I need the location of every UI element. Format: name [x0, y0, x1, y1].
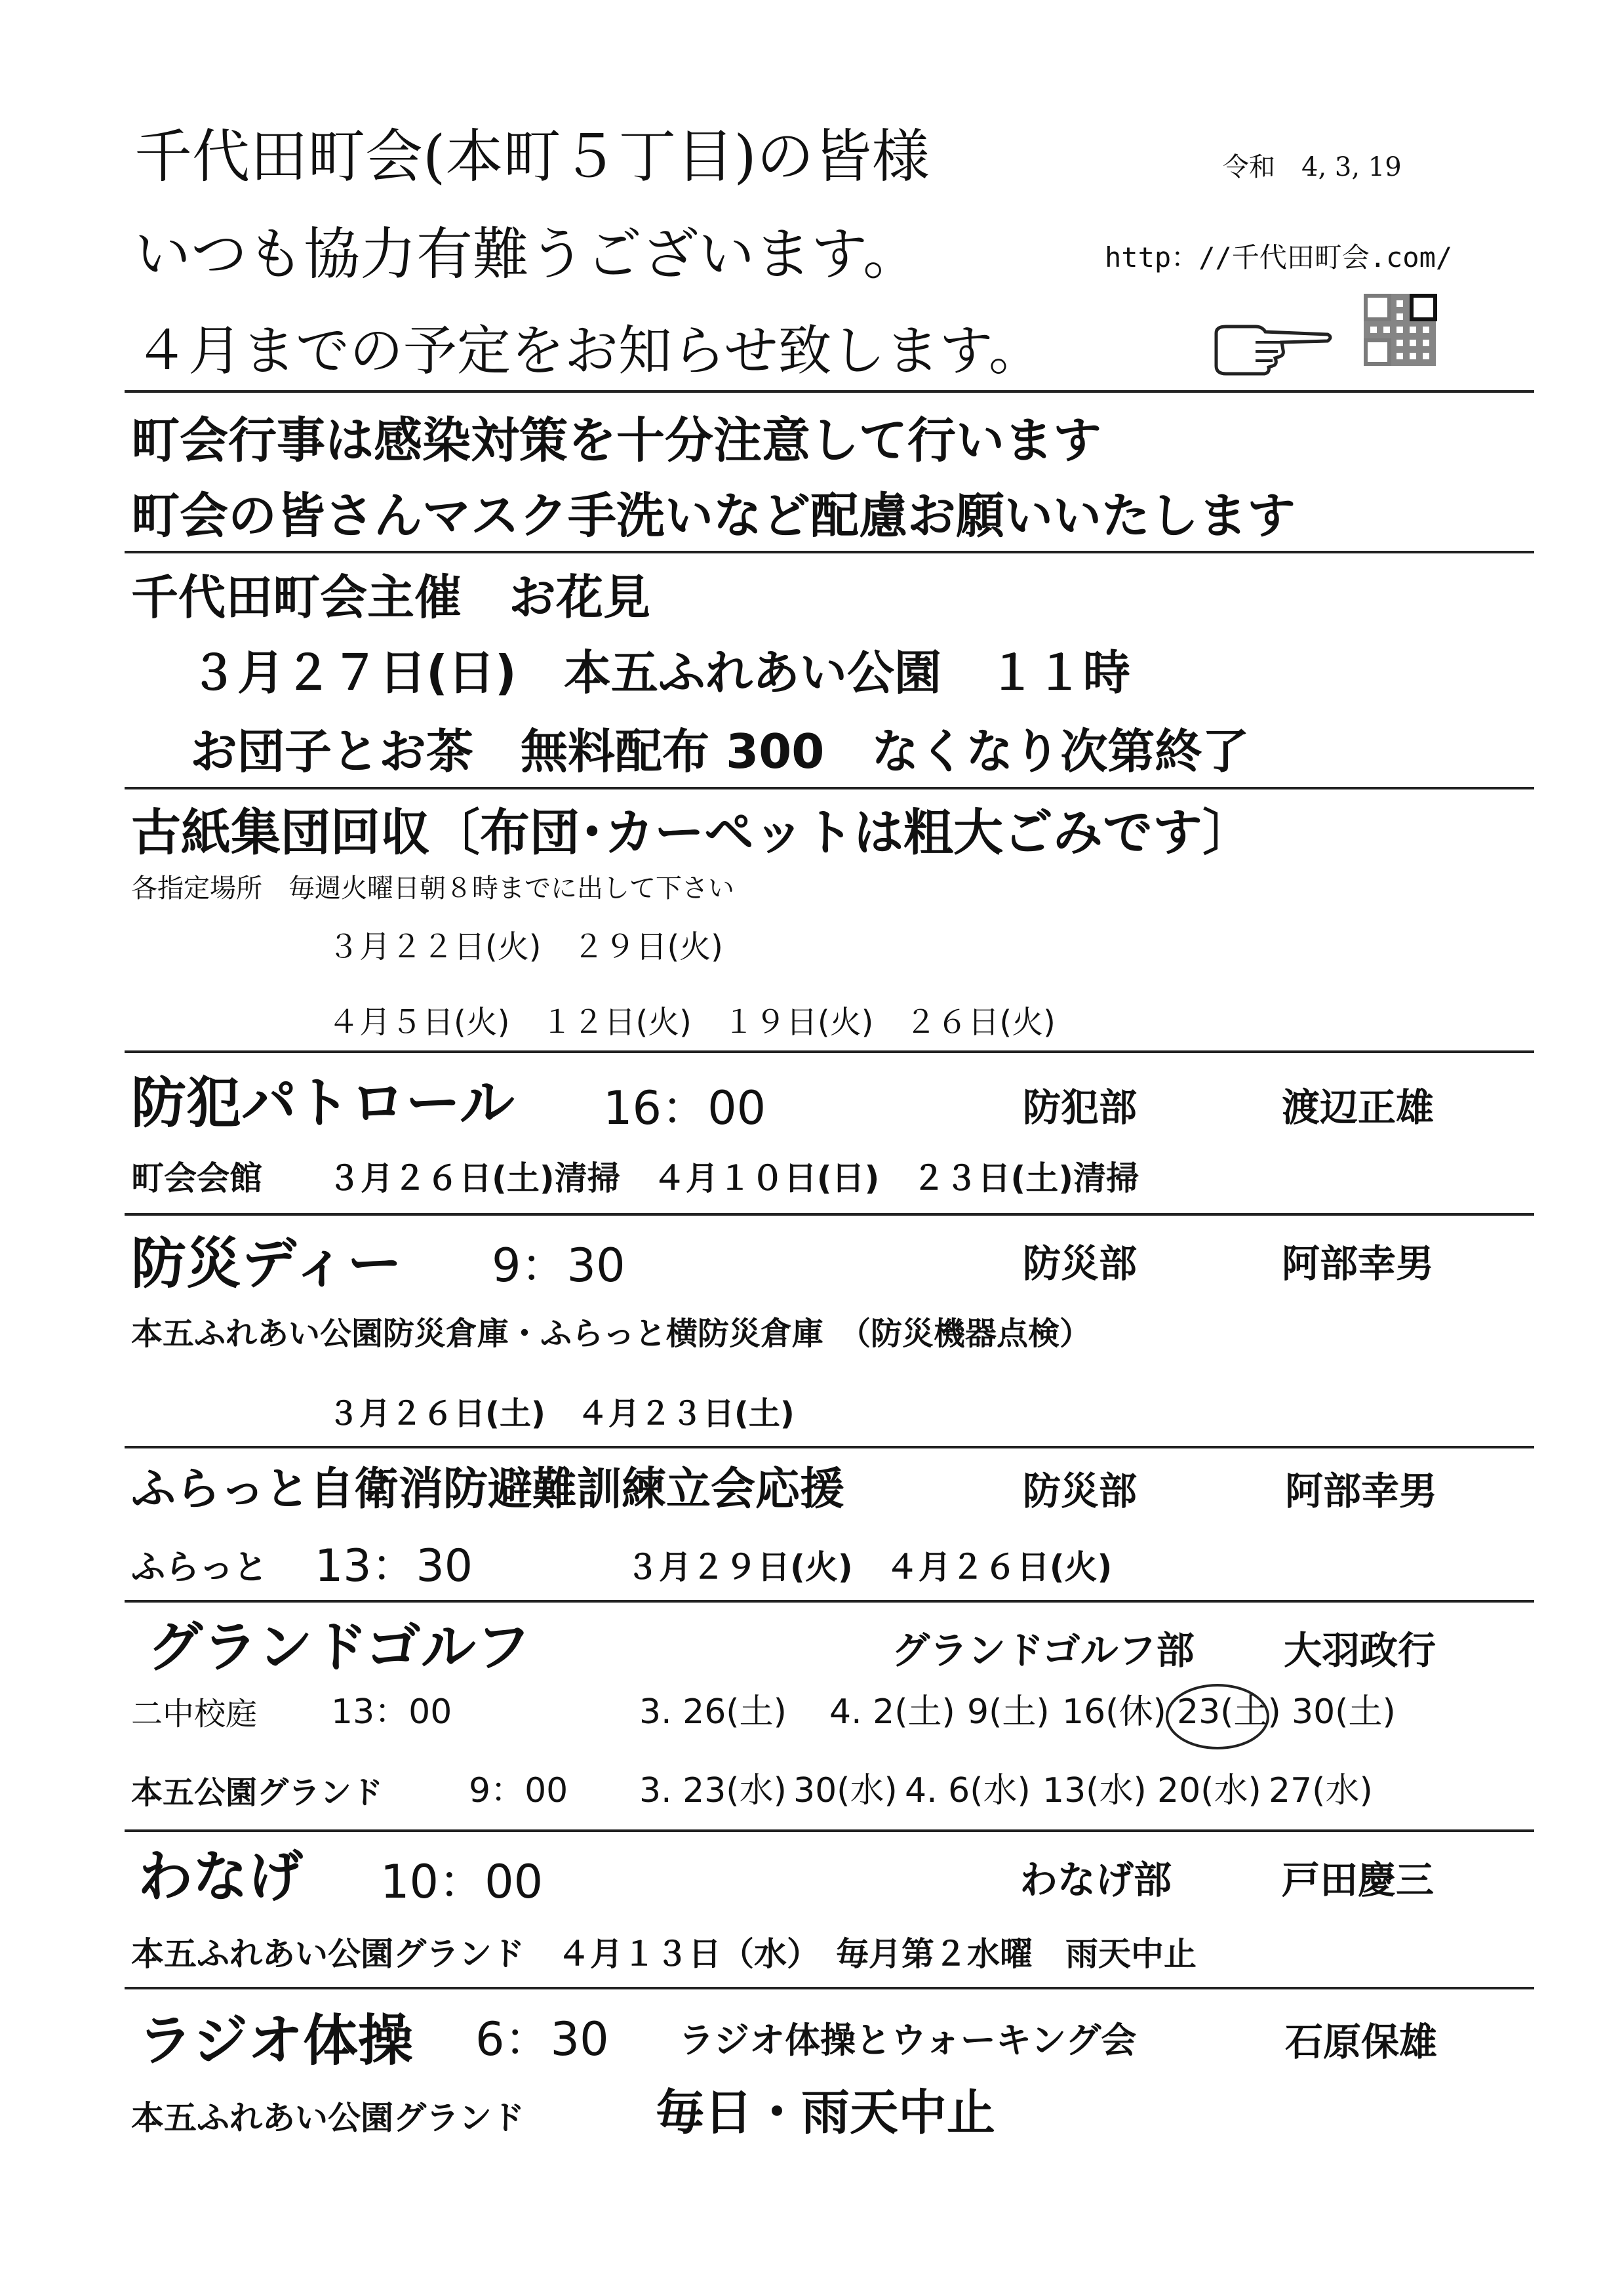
wanage-detail: 本五ふれあい公園グランド ４月１３日（水） 毎月第２水曜 雨天中止 [131, 1935, 1197, 1973]
hanami-line-2: お団子とお茶 無料配布 300 なくなり次第終了 [190, 724, 1250, 779]
golf-row2-date-1: 3. 23(水) [639, 1771, 787, 1810]
patrol-detail: 町会会館 ３月２６日(土)清掃 ４月１０日(日) ２３日(土)清掃 [131, 1159, 1139, 1197]
drill-title: ふらっと自衛消防避難訓練立会応援 [131, 1464, 845, 1515]
divider [125, 1600, 1534, 1603]
radio-exercise-title: ラジオ体操 [138, 2008, 414, 2073]
disaster-day-dates: ３月２６日(土) ４月２３日(土) [328, 1395, 795, 1432]
divider [125, 551, 1534, 553]
radio-exercise-schedule: 毎日・雨天中止 [656, 2085, 995, 2141]
drill-time: 13：30 [315, 1540, 473, 1592]
issue-date: 令和 4, 3, 19 [1223, 152, 1402, 182]
golf-row2-date-3: 4. 6(水) [905, 1771, 1031, 1810]
golf-row1-date-6: 30(土) [1292, 1692, 1396, 1732]
notice-line: ４月までの予定をお知らせ致します。 [134, 320, 1042, 382]
divider [125, 1987, 1534, 1989]
golf-row2-time: 9：00 [469, 1771, 568, 1810]
paper-collection-note: 各指定場所 毎週火曜日朝８時までに出して下さい [131, 873, 734, 904]
radio-exercise-time: 6：30 [475, 2012, 609, 2066]
radio-exercise-place: 本五ふれあい公園グランド [131, 2099, 525, 2137]
golf-row2-date-2: 30(水) [793, 1771, 898, 1810]
drill-dates: ３月２９日(火) ４月２６日(火) [626, 1548, 1113, 1586]
patrol-dept: 防犯部 [1023, 1085, 1138, 1130]
qr-corner-mark [1410, 294, 1437, 321]
paper-collection-title: 古紙集団回収〔布団･カーペットは粗大ごみです〕 [131, 803, 1252, 862]
disaster-day-title: 防災ディー [131, 1231, 403, 1296]
pointing-hand-icon [1210, 313, 1334, 379]
wanage-person: 戸田慶三 [1282, 1858, 1435, 1902]
drill-person: 阿部幸男 [1285, 1469, 1438, 1513]
website-url[interactable]: http：//千代田町会.com/ [1105, 241, 1453, 273]
golf-row1-date-1: 3. 26(土) [639, 1692, 787, 1732]
golf-row2-date-4: 13(水) [1042, 1771, 1147, 1810]
golf-row1-place: 二中校庭 [131, 1696, 258, 1732]
ground-golf-dept: グランドゴルフ部 [892, 1628, 1195, 1673]
ground-golf-title: グランドゴルフ [148, 1615, 531, 1679]
golf-row1-time: 13：00 [331, 1692, 452, 1732]
ground-golf-person: 大羽政行 [1284, 1628, 1436, 1673]
patrol-person: 渡辺正雄 [1282, 1085, 1435, 1130]
paper-collection-dates-april: ４月５日(火) １２日(火) １９日(火) ２６日(火) [328, 1004, 1056, 1041]
drill-dept: 防災部 [1023, 1469, 1138, 1513]
page-title: 千代田町会(本町５丁目)の皆様 [134, 123, 930, 190]
golf-row1-date-3: 9(土) [967, 1692, 1050, 1732]
wanage-title: わなげ [138, 1845, 304, 1909]
divider [125, 1829, 1534, 1832]
wanage-dept: わなげ部 [1020, 1858, 1172, 1902]
paper-collection-dates-march: ３月２２日(火) ２９日(火) [328, 928, 723, 965]
golf-row2-date-5: 20(水) [1157, 1771, 1261, 1810]
patrol-time: 16：00 [603, 1081, 766, 1135]
radio-exercise-person: 石原保雄 [1285, 2020, 1438, 2064]
hanami-title: 千代田町会主催 お花見 [131, 570, 651, 625]
hanami-line-1: ３月２７日(日) 本五ふれあい公園 １１時 [190, 645, 1130, 700]
divider [125, 1446, 1534, 1448]
caution-line-2: 町会の皆さんマスク手洗いなど配慮お願いいたします [131, 488, 1296, 544]
patrol-title: 防犯パトロール [131, 1071, 515, 1135]
disaster-day-time: 9：30 [492, 1239, 625, 1292]
thanks-line: いつも協力有難うございます。 [134, 222, 920, 287]
divider [125, 1213, 1534, 1216]
golf-row1-date-4: 16(休) [1062, 1692, 1166, 1732]
golf-row2-date-6: 27(水) [1269, 1771, 1373, 1810]
caution-line-1: 町会行事は感染対策を十分注意して行います [131, 412, 1101, 469]
disaster-day-person: 阿部幸男 [1282, 1241, 1435, 1286]
golf-row2-place: 本五公園グランド [131, 1774, 384, 1811]
divider [125, 390, 1534, 393]
golf-row1-date-2: 4. 2(土) [829, 1692, 955, 1732]
radio-exercise-event: ラジオ体操とウォーキング会 [679, 2020, 1137, 2061]
divider [125, 787, 1534, 789]
drill-place: ふらっと [131, 1548, 268, 1587]
golf-row1-date-5: 23(土) [1177, 1692, 1281, 1732]
disaster-day-place: 本五ふれあい公園防災倉庫・ふらっと横防災倉庫 （防災機器点検） [131, 1315, 1092, 1352]
divider [125, 1050, 1534, 1053]
disaster-day-dept: 防災部 [1023, 1241, 1138, 1286]
wanage-time: 10：00 [380, 1855, 544, 1909]
